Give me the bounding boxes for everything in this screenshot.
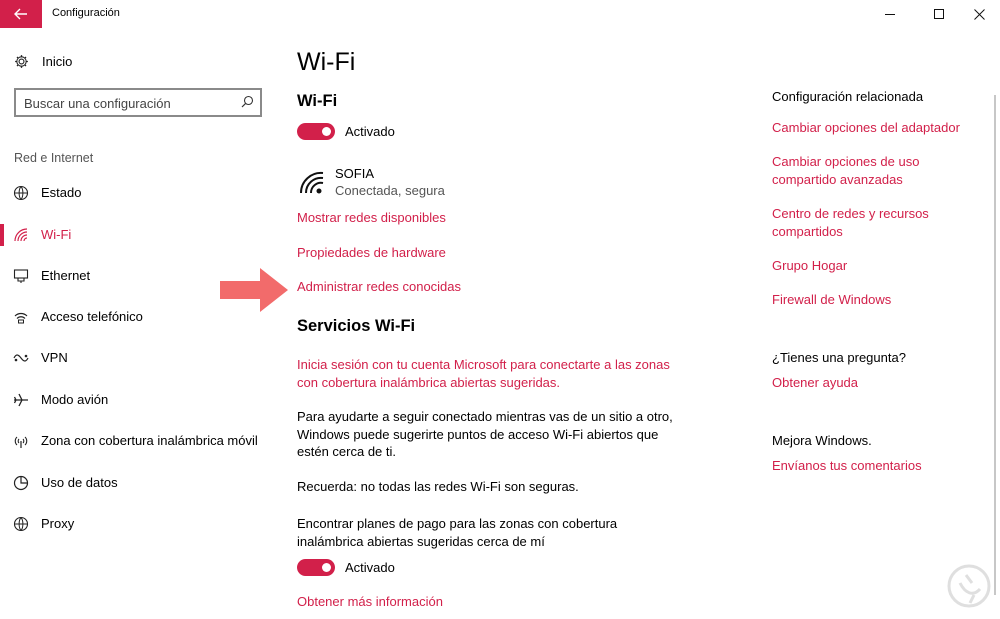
- wifi-toggle-label: Activado: [345, 124, 395, 139]
- annotation-arrow-icon: [220, 268, 290, 312]
- gear-icon: [14, 54, 29, 69]
- search-box[interactable]: [14, 88, 262, 117]
- sidebar-item-zona-cobertura[interactable]: [0, 424, 275, 458]
- firewall-link[interactable]: Firewall de Windows: [772, 292, 892, 307]
- sidebar-item-proxy[interactable]: [0, 507, 275, 541]
- sidebar-item-label: Uso de datos: [41, 475, 118, 490]
- window-title: Configuración: [52, 7, 120, 19]
- maximize-icon: [934, 9, 945, 20]
- wifi-signal-icon: [299, 171, 325, 200]
- remember-text: Recuerda: no todas las redes Wi-Fi son seguras.: [297, 479, 579, 494]
- minimize-button[interactable]: [870, 0, 910, 28]
- arrow-left-icon: [14, 8, 28, 20]
- scrollbar[interactable]: [994, 95, 996, 595]
- sidebar-item-modo-avion[interactable]: [0, 383, 275, 417]
- sidebar-item-label: Ethernet: [41, 268, 91, 283]
- section-label: Red e Internet: [14, 151, 94, 165]
- vpn-icon: [13, 350, 29, 366]
- paid-plans-toggle-row: [297, 559, 395, 576]
- sidebar-item-label: VPN: [41, 350, 68, 365]
- get-help-link[interactable]: Obtener ayuda: [772, 375, 859, 390]
- paid-plans-toggle-label: Activado: [345, 560, 395, 575]
- sidebar-item-label: Wi-Fi: [41, 227, 72, 242]
- microsoft-signin-link[interactable]: Inicia sesión con tu cuenta Microsoft para conectarte a las zonas con cobertura inalámbrica abiertas sugeridas.: [297, 357, 670, 390]
- globe-icon: [13, 516, 29, 532]
- connected-network[interactable]: [297, 166, 597, 202]
- toggle-knob: [322, 563, 331, 572]
- hardware-properties-link[interactable]: Propiedades de hardware: [297, 245, 446, 260]
- help-text: Para ayudarte a seguir conectado mientras vas de un sitio a otro, Windows puede sugerirte puntos de acceso Wi-Fi abiertos que estén cerca de ti.: [297, 409, 673, 459]
- manage-known-networks-link[interactable]: Administrar redes conocidas: [297, 279, 462, 294]
- dialup-icon: [13, 309, 29, 325]
- sidebar-item-wifi[interactable]: [0, 218, 275, 252]
- wifi-toggle[interactable]: [297, 123, 335, 140]
- question-heading: ¿Tienes una pregunta?: [772, 350, 906, 365]
- close-icon: [974, 9, 985, 20]
- airplane-icon: [13, 392, 29, 408]
- sharing-options-link[interactable]: Cambiar opciones de uso compartido avanzadas: [772, 154, 920, 187]
- sidebar-item-estado[interactable]: [0, 176, 275, 210]
- watermark-logo-icon: [946, 561, 992, 611]
- network-ssid: SOFIA: [335, 166, 375, 181]
- close-button[interactable]: [959, 0, 999, 28]
- more-info-link[interactable]: Obtener más información: [297, 594, 443, 609]
- back-button[interactable]: [0, 0, 42, 28]
- home-label: Inicio: [42, 54, 73, 69]
- paid-plans-text: Encontrar planes de pago para las zonas con cobertura inalámbrica abiertas sugeridas cerca de mí: [297, 516, 618, 549]
- wifi-toggle-row: [297, 123, 395, 140]
- related-heading: Configuración relacionada: [772, 89, 924, 104]
- sidebar-item-label: Zona con cobertura inalámbrica móvil: [41, 433, 258, 448]
- page-title: Wi-Fi: [297, 48, 356, 76]
- sidebar-item-label: Proxy: [41, 516, 75, 531]
- title-bar: [0, 0, 1000, 28]
- adapter-options-link[interactable]: Cambiar opciones del adaptador: [772, 120, 960, 135]
- globe-status-icon: [13, 185, 29, 201]
- improve-heading: Mejora Windows.: [772, 433, 872, 448]
- show-networks-link[interactable]: Mostrar redes disponibles: [297, 210, 446, 225]
- ethernet-icon: [13, 268, 29, 284]
- sidebar-item-vpn[interactable]: [0, 341, 275, 375]
- search-icon[interactable]: [241, 95, 254, 113]
- data-usage-icon: [13, 475, 29, 491]
- hotspot-icon: [13, 433, 29, 449]
- sidebar-item-uso-datos[interactable]: [0, 466, 275, 500]
- toggle-knob: [322, 127, 331, 136]
- wifi-heading: Wi-Fi: [297, 92, 338, 110]
- maximize-button[interactable]: [919, 0, 959, 28]
- active-indicator: [0, 224, 4, 246]
- minimize-icon: [885, 9, 896, 20]
- sidebar-item-label: Estado: [41, 185, 82, 200]
- home-nav-item[interactable]: [14, 54, 72, 69]
- wifi-icon: [13, 227, 29, 243]
- feedback-link[interactable]: Envíanos tus comentarios: [772, 458, 922, 473]
- sidebar-item-label: Acceso telefónico: [41, 309, 143, 324]
- paid-plans-toggle[interactable]: [297, 559, 335, 576]
- network-center-link[interactable]: Centro de redes y recursos compartidos: [772, 206, 929, 239]
- network-status: Conectada, segura: [335, 183, 445, 198]
- search-input[interactable]: [24, 94, 229, 112]
- sidebar: [0, 28, 275, 619]
- sidebar-item-label: Modo avión: [41, 392, 109, 407]
- homegroup-link[interactable]: Grupo Hogar: [772, 258, 848, 273]
- wifi-services-heading: Servicios Wi-Fi: [297, 317, 416, 335]
